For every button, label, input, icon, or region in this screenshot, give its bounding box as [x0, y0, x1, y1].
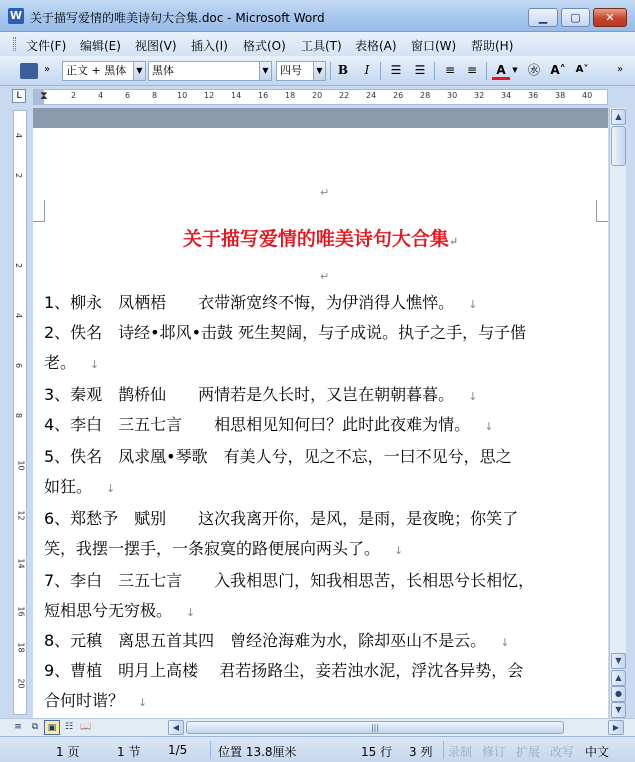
status-position[interactable]: 位置 13.8厘米: [218, 745, 297, 759]
ruler-tick-label: 14: [16, 558, 26, 569]
poem-line-text: 短相思兮无穷极。: [44, 601, 173, 620]
poem-line[interactable]: [44, 412, 493, 435]
document-title-text: 关于描写爱情的唯美诗句大合集: [182, 228, 449, 250]
style-select[interactable]: [62, 61, 146, 81]
normal-view-icon[interactable]: ≡: [14, 722, 22, 732]
line-break-mark: ↓: [468, 390, 478, 403]
outline-view-icon[interactable]: ☷: [64, 722, 74, 732]
indent-marker-icon[interactable]: ⧗: [40, 89, 48, 102]
previous-page-button[interactable]: ▲: [611, 670, 626, 686]
ruler-tick-label: 14: [231, 91, 242, 100]
ruler-tick-label: 2: [14, 172, 24, 179]
ruler-tick-label: 2: [14, 262, 24, 269]
word-app-icon[interactable]: W: [9, 9, 23, 22]
status-page[interactable]: 1 页: [56, 745, 80, 759]
line-break-mark: ↓: [500, 636, 510, 649]
ruler-tick-label: 12: [204, 91, 215, 100]
poem-line-text: 合何时谐？: [44, 691, 125, 710]
chevron-down-icon[interactable]: ▼: [313, 62, 325, 80]
italic-button[interactable]: I: [364, 63, 370, 77]
status-divider: [443, 741, 444, 759]
ruler-row: [0, 86, 635, 108]
ruler-tick-label: 22: [339, 91, 350, 100]
menu-window[interactable]: 窗口(W): [411, 39, 457, 53]
menu-bar: [0, 32, 635, 56]
ruler-tick-label: 12: [16, 510, 26, 521]
line-break-mark: ↓: [186, 606, 196, 619]
scroll-left-button[interactable]: ◀: [168, 720, 184, 735]
font-value: 黑体: [152, 64, 174, 77]
status-section[interactable]: 1 节: [117, 745, 141, 759]
menu-edit[interactable]: 编辑(E): [80, 39, 121, 53]
poem-line-text: 2、佚名 诗经•邶风•击鼓 死生契阔，与子成说。执子之手，与子偕: [44, 323, 527, 342]
toolbar-divider: [380, 62, 381, 80]
more-buttons-icon[interactable]: »: [43, 64, 51, 75]
menu-tools[interactable]: 工具(T): [301, 39, 342, 53]
grow-font-button[interactable]: A˄: [550, 63, 566, 77]
status-divider: [210, 741, 211, 759]
ruler-tick-label: 4: [98, 91, 104, 100]
ruler-tick-label: 36: [528, 91, 539, 100]
paragraph-mark: ↵: [320, 186, 330, 199]
document-title[interactable]: [33, 224, 608, 251]
paragraph-mark: ↵: [448, 235, 459, 248]
ruler-tick-label: 4: [14, 312, 24, 319]
select-browse-object-button[interactable]: ●: [611, 686, 626, 702]
status-extend[interactable]: 扩展: [516, 745, 541, 759]
ruler-tick-label: 18: [285, 91, 296, 100]
chevron-down-icon[interactable]: ▼: [133, 62, 145, 80]
line-break-mark: ↓: [90, 358, 100, 371]
poem-line[interactable]: [44, 506, 518, 529]
ruler-tick-label: 16: [258, 91, 269, 100]
menu-table[interactable]: 表格(A): [355, 39, 397, 53]
title-bar: [0, 0, 635, 32]
poem-line-text: 6、郑愁予 赋别 这次我离开你，是风，是雨，是夜晚；你笑了: [44, 509, 519, 528]
menu-insert[interactable]: 插入(I): [191, 39, 228, 53]
paragraph-mark: ↵: [320, 270, 330, 283]
scroll-thumb[interactable]: [611, 126, 626, 166]
poem-line-text: 笑，我摆一摆手，一条寂寞的路便展向两头了。: [44, 539, 381, 558]
vertical-ruler[interactable]: [13, 110, 27, 715]
toolbar-divider: [434, 62, 435, 80]
horizontal-scrollbar[interactable]: [0, 718, 635, 736]
status-bar: [0, 736, 635, 762]
poem-line-text: 7、李白 三五七言 入我相思门，知我相思苦，长相思兮长相忆，: [44, 571, 535, 590]
status-line[interactable]: 15 行: [361, 745, 393, 759]
close-button[interactable]: ✕: [593, 8, 627, 27]
ruler-tick-label: 18: [16, 642, 26, 653]
poem-line[interactable]: [44, 382, 477, 405]
poem-line-text: 老。: [44, 353, 77, 372]
web-layout-view-icon[interactable]: ⧉: [31, 722, 39, 732]
scroll-down-button[interactable]: ▼: [611, 653, 626, 669]
poem-line[interactable]: [44, 320, 526, 343]
window-title: 关于描写爱情的唯美诗句大合集.doc - Microsoft Word: [30, 11, 325, 25]
status-record[interactable]: 录制: [448, 745, 473, 759]
poem-line-text: 5、佚名 凤求凰•琴歌 有美人兮，见之不忘，一曰不见兮，思之: [44, 447, 512, 466]
save-icon[interactable]: [20, 63, 38, 79]
ruler-tick-label: 34: [501, 91, 512, 100]
poem-line[interactable]: [44, 598, 195, 621]
toolbar-divider: [330, 62, 331, 80]
ruler-tick-label: 32: [474, 91, 485, 100]
chevron-down-icon[interactable]: ▼: [512, 66, 518, 74]
formatting-toolbar: [0, 56, 635, 86]
document-area[interactable]: [33, 108, 608, 718]
ruler-tick-label: 2: [71, 91, 77, 100]
poem-line[interactable]: [44, 474, 115, 497]
scroll-right-button[interactable]: ▶: [608, 720, 624, 735]
menu-help[interactable]: 帮助(H): [471, 39, 514, 53]
menu-file[interactable]: 文件(F): [26, 39, 67, 53]
line-break-mark: ↓: [468, 298, 478, 311]
shrink-font-button[interactable]: A˅: [575, 64, 589, 75]
status-language[interactable]: 中文: [585, 745, 610, 759]
status-page-of[interactable]: 1/5: [168, 743, 188, 757]
line-break-mark: ↓: [138, 696, 148, 709]
poem-line[interactable]: [44, 536, 403, 559]
poem-line-text: 4、李白 三五七言 相思相见知何曰？此时此夜难为情。: [44, 415, 471, 434]
ruler-tick-label: 10: [16, 460, 26, 471]
menu-format[interactable]: 格式(O): [243, 39, 286, 53]
bullet-list-icon[interactable]: ≡: [466, 63, 478, 77]
margin-corner-mark: [596, 200, 608, 222]
ruler-tick-label: 16: [16, 606, 26, 617]
ruler-tick-label: 40: [582, 91, 593, 100]
font-size-select[interactable]: [276, 61, 326, 81]
poem-line[interactable]: [44, 628, 509, 651]
horizontal-scroll-thumb[interactable]: |||: [186, 721, 564, 734]
maximize-button[interactable]: ▢: [561, 8, 590, 27]
ruler-tick-label: 6: [14, 362, 24, 369]
next-page-button[interactable]: ▼: [611, 702, 626, 718]
poem-line-text: 1、柳永 凤栖梧 衣带渐宽终不悔，为伊消得人憔悴。: [44, 293, 455, 312]
align-center-icon[interactable]: ☰: [390, 63, 402, 77]
poem-line[interactable]: [44, 350, 99, 373]
justify-icon[interactable]: ☰: [414, 63, 426, 77]
vertical-scrollbar[interactable]: [609, 108, 626, 718]
horizontal-ruler[interactable]: [33, 89, 608, 105]
line-break-mark: ↓: [394, 544, 404, 557]
status-column[interactable]: 3 列: [409, 745, 433, 759]
ruler-tick-label: 10: [177, 91, 188, 100]
font-select[interactable]: [148, 61, 272, 81]
ruler-tick-label: 30: [447, 91, 458, 100]
poem-line[interactable]: [44, 568, 534, 591]
print-layout-view-icon[interactable]: ▣: [44, 720, 60, 735]
ruler-tick-label: 26: [393, 91, 404, 100]
ruler-tick-label: 8: [152, 91, 158, 100]
style-value: 正文 + 黑体: [66, 64, 127, 77]
font-size-value: 四号: [280, 64, 302, 77]
poem-line-text: 8、元稹 离思五首其四 曾经沧海难为水，除却巫山不是云。: [44, 631, 487, 650]
poem-line-text: 如狂。: [44, 477, 93, 496]
ruler-tick-label: 8: [14, 412, 24, 419]
poem-line-text: 3、秦观 鹊桥仙 两情若是久长时，又岂在朝朝暮暮。: [44, 385, 455, 404]
poem-line[interactable]: [44, 688, 147, 711]
poem-line[interactable]: [44, 290, 477, 313]
poem-line[interactable]: [44, 444, 512, 467]
font-color-icon[interactable]: A: [492, 61, 510, 80]
line-break-mark: ↓: [484, 420, 494, 433]
scroll-up-button[interactable]: ▲: [611, 109, 626, 125]
menu-view[interactable]: 视图(V): [135, 39, 177, 53]
ruler-tick-label: 20: [16, 678, 26, 689]
ruler-tick-label: 20: [312, 91, 323, 100]
reading-layout-view-icon[interactable]: 📖: [80, 722, 92, 732]
chevron-down-icon[interactable]: ▼: [259, 62, 271, 80]
status-overtype[interactable]: 改写: [550, 745, 575, 759]
line-break-mark: ↓: [106, 482, 116, 495]
poem-line[interactable]: [44, 658, 523, 681]
ruler-tick-label: 38: [555, 91, 566, 100]
numbered-list-icon[interactable]: ≡: [444, 63, 456, 77]
ruler-tick-label: 6: [125, 91, 131, 100]
minimize-button[interactable]: ▁: [528, 8, 558, 27]
ruler-tick-label: 28: [420, 91, 431, 100]
toolbar-divider: [486, 62, 487, 80]
ruler-tick-label: 24: [366, 91, 377, 100]
status-track-changes[interactable]: 修订: [482, 745, 507, 759]
bold-button[interactable]: B: [337, 63, 349, 77]
ruler-tick-label: 4: [14, 132, 24, 139]
toolbar-grip[interactable]: [13, 37, 16, 51]
margin-corner-mark: [33, 200, 45, 222]
poem-line-text: 9、曹植 明月上高楼 君若扬路尘，妾若浊水泥，浮沈各异势，会: [44, 661, 524, 680]
tab-selector-button[interactable]: L: [12, 89, 26, 103]
toolbar-options-icon[interactable]: »: [616, 64, 624, 75]
phonetic-guide-icon[interactable]: ㊌: [527, 63, 540, 77]
